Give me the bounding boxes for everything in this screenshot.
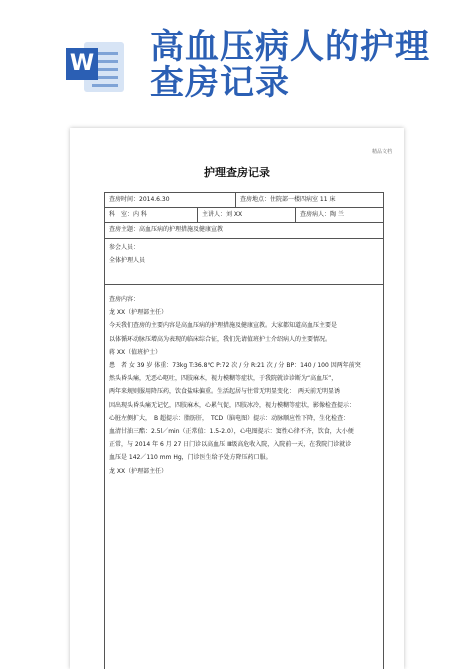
content-line: 两年来规则服用降压药，饮食盐味偏重。生活起居与往常无明显变化： 两天前无明显诱: [109, 388, 341, 396]
table-row: [105, 208, 383, 223]
content-line: 血清甘油三酯：2.5l／min（正常值：1.5-2.0），心电图提示：窦性心律不齐，饮食，大小便: [109, 428, 354, 436]
participants-row: [105, 239, 383, 285]
content-line: 血压是 142／110 mm Hg，门诊医生给予处方降压药口服。: [109, 454, 272, 462]
topic-cell: 查房主题：高血压病的护理措施及健康宣教: [109, 226, 224, 233]
banner-title-line2: 查房记录: [150, 63, 290, 103]
banner-title-line1: 高血压病人的护理: [150, 27, 430, 67]
time-cell: 查房时间：2014.6.30: [109, 196, 170, 203]
document-page: [70, 128, 404, 669]
content-line: 心脏左侧扩大， B 超提示：脂肪肝， TCD（脑电图）提示：动脉顺应性下降，生化检查：: [109, 414, 350, 422]
content-line: 查房内容：: [109, 296, 140, 303]
banner: [0, 0, 474, 110]
table-row: [105, 223, 383, 239]
word-icon-letter: W: [66, 48, 98, 80]
dept-cell: 科 室：内 科: [109, 211, 147, 218]
document-title: 护理查房记录: [204, 166, 270, 179]
speaker-cell: 主讲人：刘 XX: [197, 208, 295, 222]
corner-mark: 精品文档: [371, 149, 392, 155]
content-line: 龙 XX（护理部主任）: [109, 467, 168, 475]
content-line: 蒋 XX（值班护士）: [109, 348, 162, 356]
content-line: 然头昏头痛，无恶心呕吐，四肢麻木，视力模糊等症状，于我院就诊诊断为“高血压”，: [109, 375, 338, 383]
table-row: [105, 193, 383, 208]
participants-label: 参会人员：: [109, 244, 140, 251]
place-cell: 查房地点：住院部一楼四病室 11 床: [235, 193, 385, 207]
content-line: 今天我们查房的主要内容是高血压病的护理措施及健康宣教。大家都知道高血压主要是: [109, 322, 338, 330]
content-line: 正常，与 2014 年 6 月 27 日门诊以高血压 Ⅲ级高危收入院，入院前一天，在我院门诊就诊: [109, 441, 352, 449]
patient-cell: 查房病人：陶 兰: [295, 208, 385, 222]
content-line: 龙 XX（护理部主任）: [109, 309, 168, 317]
content-section: [109, 293, 379, 478]
word-icon: [66, 38, 128, 96]
record-table: [104, 192, 384, 669]
content-line: 患 者 女 39 岁 体重：73kg T:36.8℃ P:72 次 / 分 R:21 次 / 分 BP：140 / 100 因两年前突: [109, 362, 361, 370]
content-line: 以体循环动脉压增高为表现的临床综合征，我们先请值班护士介绍病人的主要情况。: [109, 335, 332, 343]
participants-value: 全体护理人员: [109, 257, 146, 265]
content-line: 因出现头昏头痛无记忆，四肢麻木，心累气促，四肢冰冷，视力模糊等症状，影像检查提示：: [109, 401, 356, 409]
